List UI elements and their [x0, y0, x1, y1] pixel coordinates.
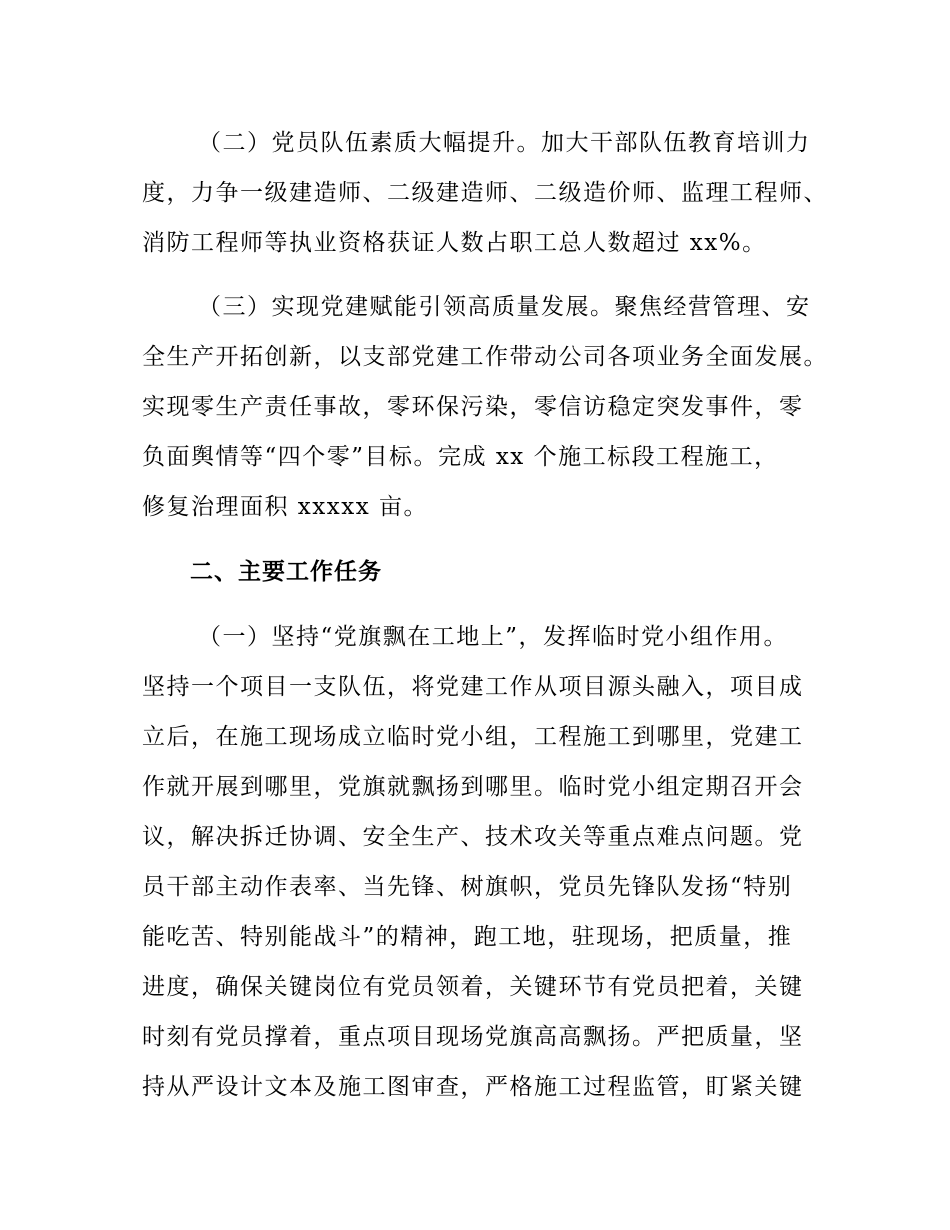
text-line: 持从严设计文本及施工图审查，严格施工过程监管，盯紧关键 [142, 1074, 804, 1100]
text-line: 进度，确保关键岗位有党员领着，关键环节有党员把着，关键 [142, 974, 804, 1000]
text-line: 消防工程师等执业资格获证人数占职工总人数超过 xx%。 [142, 230, 767, 256]
text-line: 负面舆情等“四个零”目标。完成 xx 个施工标段工程施工， [142, 444, 779, 470]
text-line: 时刻有党员撑着，重点项目现场党旗高高飘扬。严把质量，坚 [142, 1024, 804, 1050]
text-line: 能吃苦、特别能战斗”的精神，跑工地，驻现场，把质量，推 [142, 924, 793, 950]
text-line: 实现零生产责任事故，零环保污染，零信访稳定突发事件，零 [142, 394, 804, 420]
text-line: 全生产开拓创新，以支部党建工作带动公司各项业务全面发展。 [142, 344, 828, 370]
text-line: （三）实现党建赋能引领高质量发展。聚焦经营管理、安 [198, 294, 811, 320]
text-line: 作就开展到哪里，党旗就飘扬到哪里。临时党小组定期召开会 [142, 774, 804, 800]
text-line: （一）坚持“党旗飘在工地上”，发挥临时党小组作用。 [198, 624, 789, 650]
text-line: 坚持一个项目一支队伍，将党建工作从项目源头融入，项目成 [142, 674, 804, 700]
text-line: 度，力争一级建造师、二级建造师、二级造价师、监理工程师、 [142, 180, 828, 206]
text-line: 议，解决拆迁协调、安全生产、技术攻关等重点难点问题。党 [142, 824, 804, 850]
text-line: 员干部主动作表率、当先锋、树旗帜，党员先锋队发扬“特别 [142, 874, 793, 900]
text-line: 修复治理面积 xxxxx 亩。 [142, 494, 428, 520]
text-line: （二）党员队伍素质大幅提升。加大干部队伍教育培训力 [198, 130, 811, 156]
text-line: 立后，在施工现场成立临时党小组，工程施工到哪里，党建工 [142, 724, 804, 750]
section-heading: 二、主要工作任务 [190, 559, 382, 585]
